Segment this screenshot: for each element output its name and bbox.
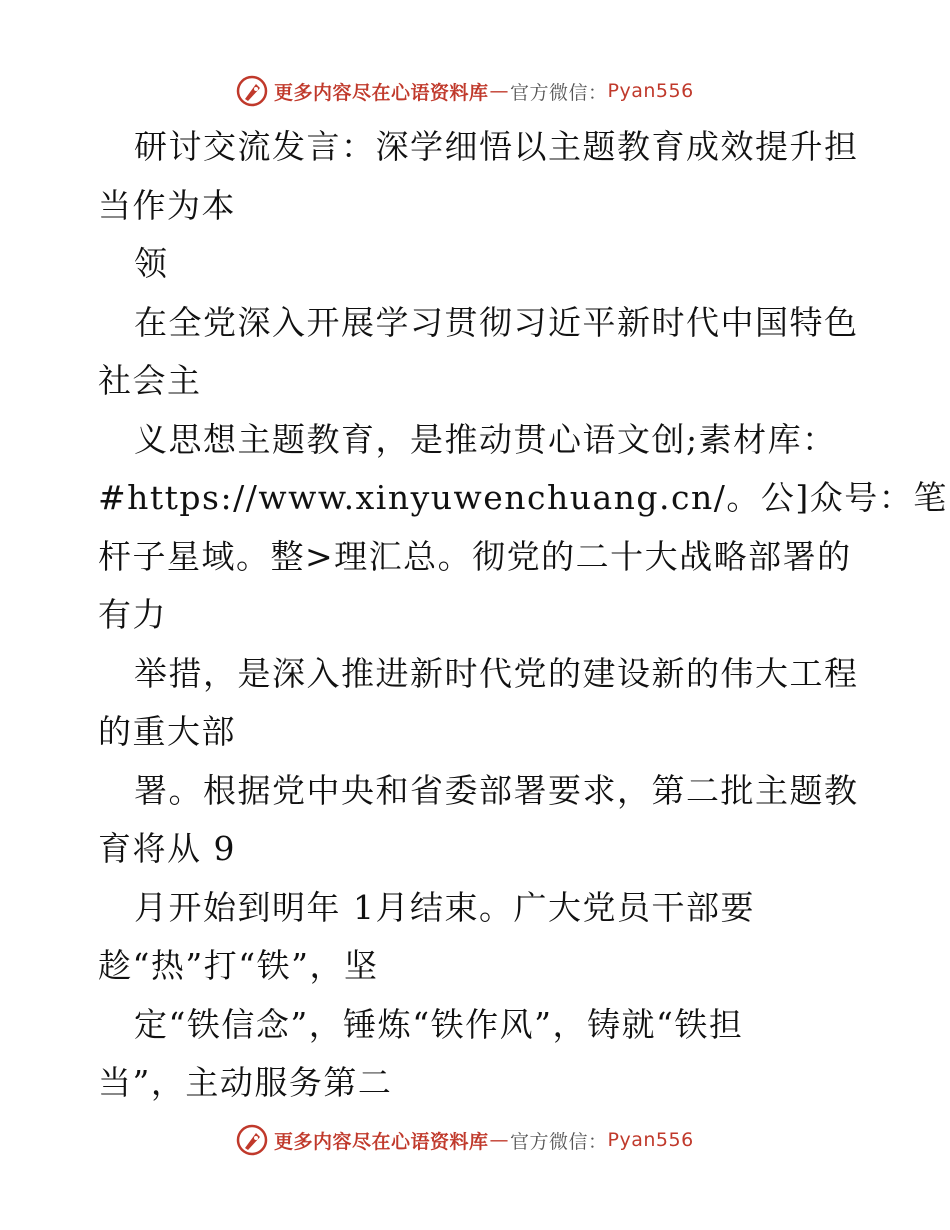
text-line: 研讨交流发言：深学细悟以主题教育成效提升担 [134,127,859,166]
banner-separator: — [489,1129,510,1151]
document-body [98,118,948,1113]
banner-main-text: 更多内容尽在心语资料库 [274,1130,489,1153]
text-line: 杆子星域。整>理汇总。彻党的二十大战略部署的 [98,536,852,576]
text-line: 领 [134,244,169,283]
banner-wechat-label: 官方微信： [510,81,608,104]
banner-wechat-id: Pyan556 [607,1129,694,1151]
header-watermark-banner [236,74,694,108]
text-line: 当”，主动服务第二 [98,1063,393,1102]
pen-nib-logo-icon [236,1124,268,1156]
text-line: 当作为本 [98,185,236,225]
text-line: 月开始到明年 1月结束。广大党员干部要 [134,887,755,927]
text-line: 育将从 9 [98,829,236,868]
text-line: 的重大部 [98,712,236,751]
text-line: 趁“热”打“铁”，坚 [98,946,379,985]
text-line: 有力 [98,595,167,634]
footer-watermark-banner [236,1123,694,1157]
text-line: 定“铁信念”，锤炼“铁作风”，铸就“铁担 [134,1004,744,1044]
banner-main-text: 更多内容尽在心语资料库 [274,81,489,104]
text-line: 义思想主题教育，是推动贯心语文创;素材库： [134,419,837,459]
text-line: 举措，是深入推进新时代党的建设新的伟大工程 [134,653,859,693]
banner-text [274,78,694,105]
text-line: 社会主 [98,361,202,400]
banner-wechat-id: Pyan556 [607,80,694,102]
text-line: 署。根据党中央和省委部署要求，第二批主题教 [134,770,859,810]
text-line: 在全党深入开展学习贯彻习近平新时代中国特色 [134,302,859,342]
banner-wechat-label: 官方微信： [510,1130,608,1153]
pen-nib-logo-icon [236,75,268,107]
text-line: #https://www.xinyuwenchuang.cn/。公]众号：笔 [98,478,948,517]
banner-separator: — [489,80,510,102]
banner-text [274,1127,694,1154]
